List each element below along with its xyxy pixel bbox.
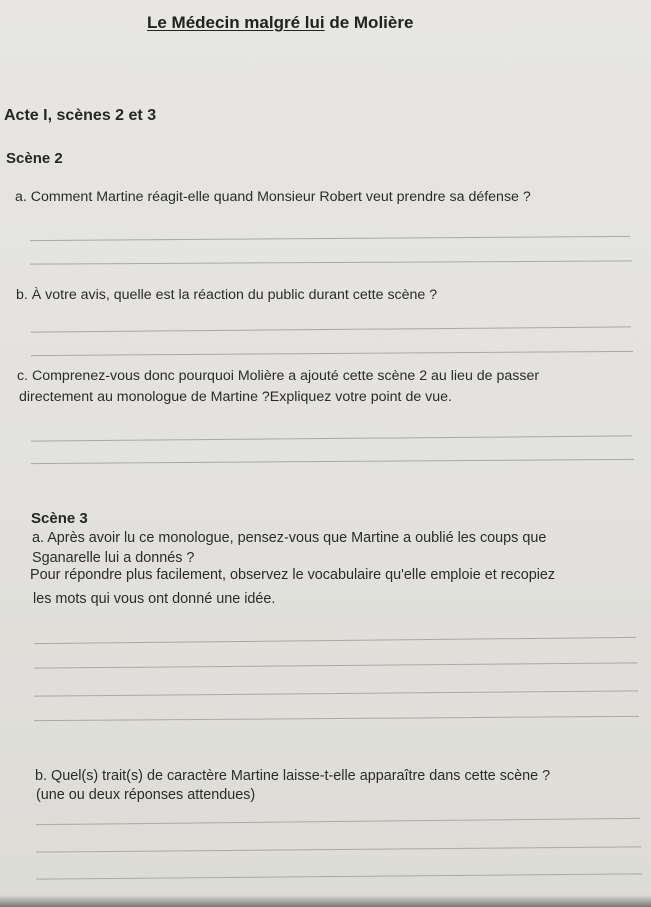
answer-line (34, 637, 636, 644)
answer-line (31, 326, 631, 332)
page-bottom-shadow (0, 895, 651, 907)
scene-3-heading: Scène 3 (31, 510, 88, 527)
scene-3-question-b-line-2: (une ou deux réponses attendues) (36, 787, 256, 803)
act-heading: Acte I, scènes 2 et 3 (4, 107, 157, 124)
answer-line (30, 236, 630, 241)
answer-line (31, 435, 632, 441)
answer-line (36, 846, 641, 852)
scene-3-question-b-line-1: b. Quel(s) trait(s) de caractère Martine laisse-t-elle apparaître dans cette scène ? (35, 768, 551, 784)
scene-2-question-c-line-2: directement au monologue de Martine ?Expliquez votre point de vue. (19, 389, 452, 405)
answer-line (36, 873, 642, 879)
scene-2-question-c-line-1: c. Comprenez-vous donc pourquoi Molière a ajouté cette scène 2 au lieu de passer (17, 368, 540, 384)
answer-line (34, 716, 639, 721)
answer-line (36, 818, 640, 825)
document-title (147, 13, 413, 33)
answer-line (34, 662, 637, 668)
scene-3-question-a-line-4: les mots qui vous ont donné une idée. (33, 591, 276, 607)
scene-2-heading: Scène 2 (6, 150, 63, 167)
scene-2-question-b: b. À votre avis, quelle est la réaction du public durant cette scène ? (16, 287, 438, 303)
scene-3-question-a-line-1: a. Après avoir lu ce monologue, pensez-vous que Martine a oublié les coups que (32, 530, 547, 546)
title-play-name: Le Médecin malgré lui (147, 13, 325, 32)
scene-3-question-a-line-3: Pour répondre plus facilement, observez le vocabulaire qu'elle emploie et recopiez (30, 567, 556, 583)
answer-line (30, 260, 632, 264)
answer-line (34, 690, 638, 696)
title-author: de Molière (324, 13, 414, 32)
scene-2-question-a: a. Comment Martine réagit-elle quand Monsieur Robert veut prendre sa défense ? (15, 189, 531, 205)
scene-3-question-a-line-2: Sganarelle lui a donnés ? (32, 550, 195, 566)
answer-line (31, 459, 634, 464)
answer-line (31, 351, 633, 356)
